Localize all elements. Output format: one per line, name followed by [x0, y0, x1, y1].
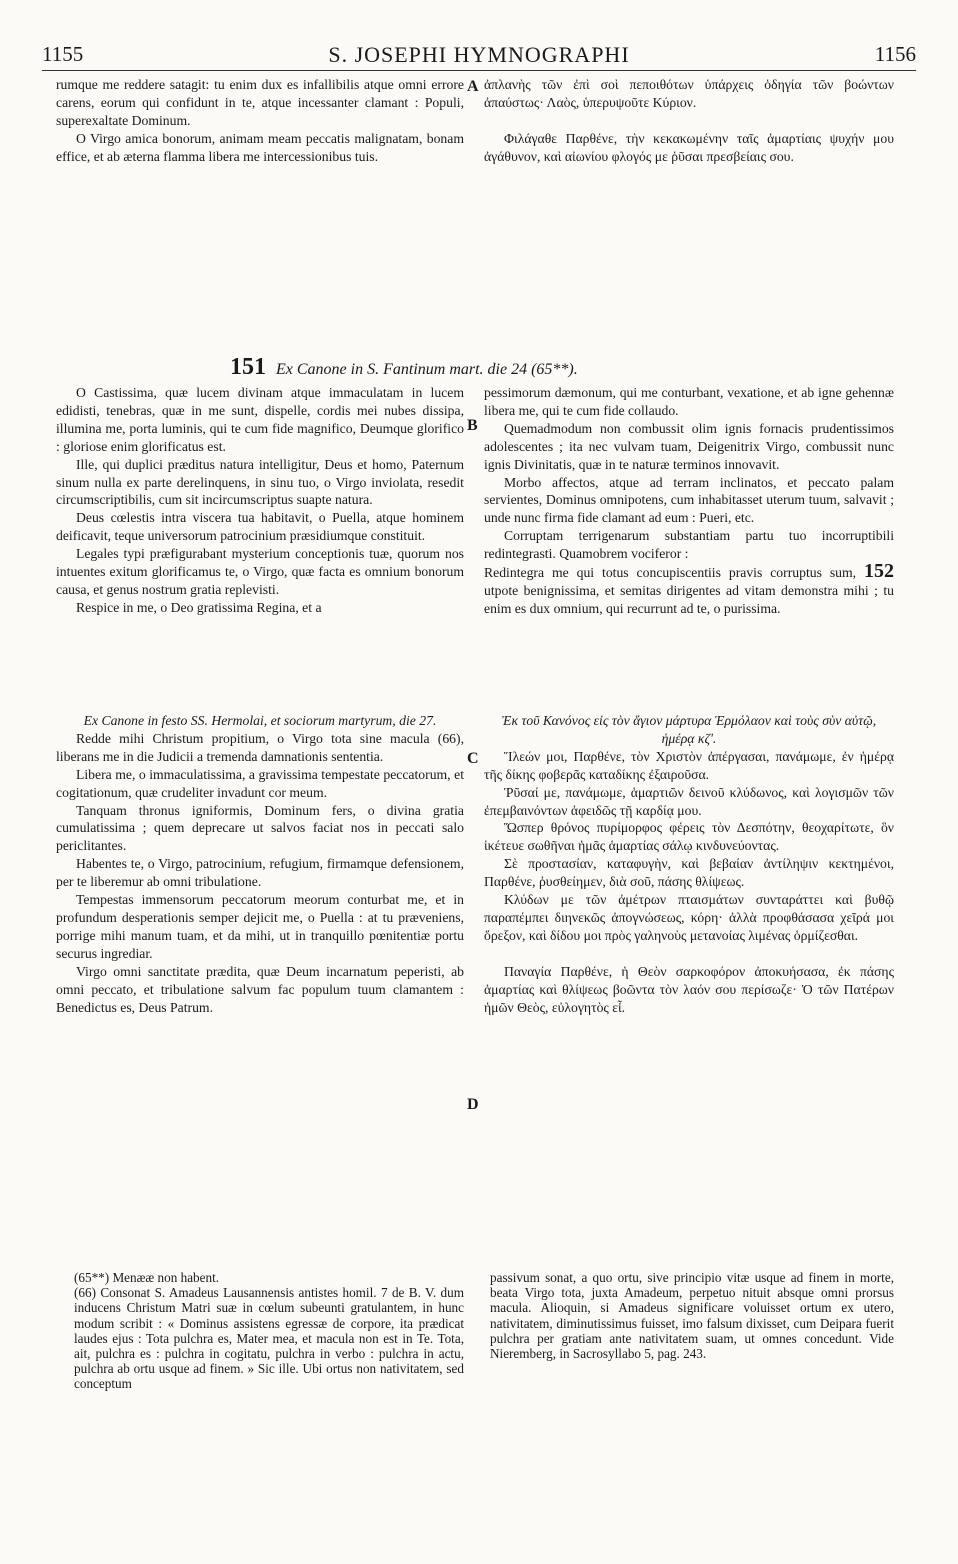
section-heading-151 — [230, 354, 578, 381]
paragraph: O Virgo amica bonorum, animam meam peccatis malignatam, bonam effice, et ab æterna flamma libera me intercessionibus tuis. — [56, 130, 464, 164]
paragraph: Tanquam thronus igniformis, Dominum fers, o divina gratia cumulatissima ; quem deprecare ut salvos faciat nos in peccati salo periclitantes. — [56, 802, 464, 854]
paragraph: Corruptam terrigenarum substantiam partu tuo incorruptibili redintegrasti. Quamobrem vociferor : — [484, 528, 894, 562]
paragraph: Quemadmodum non combussit olim ignis fornacis prudentissimos adolescentes ; ita nec vulvam tuam, Deigenitrix Virgo, combussit nunc ignis Divinitatis, quæ in te naturæ terminos innovavit. — [484, 420, 894, 472]
margin-letter-b: B — [467, 417, 478, 434]
hermolai-greek-column — [484, 712, 894, 1017]
paragraph: rumque me reddere satagit: tu enim dux es infallibilis atque omni errore carens, eorum qui confidunt in te, atque incessanter clamant : Populi, superexaltate Dominum. — [56, 77, 464, 128]
paragraph: Φιλάγαθε Παρθένε, τὴν κεκακωμένην ταῖς ἁμαρτίαις ψυχήν μου ἀγάθυνον, καὶ αἰωνίου φλογός με ῥῦσαι πρεσβείαις σου. — [484, 130, 894, 164]
section-title: Ex Canone in S. Fantinum mart. die 24 (65**). — [276, 361, 578, 378]
inline-text: utpote benignissima, et semitas dirigentes ad vitam demonstra mihi ; tu enim es dux omnium, qui recurrunt ad te, o purissima. — [484, 582, 894, 616]
paragraph: Κλύδων με τῶν ἀμέτρων πταισμάτων συνταράττει καὶ βυθῷ παραπέμπει διηνεκῶς ἀπογνώσεως, κόρη· ἀλλὰ προφθάσασα χεῖρά μοι ὄρεξον, καὶ δίδου μοι πρὸς γαληνοὺς μετανοίας λιμένας ὁρμίζεσθαι. — [484, 892, 894, 943]
paragraph: Virgo omni sanctitate prædita, quæ Deum incarnatum peperisti, ab omni peccato, et tribulatione salvum fac populum tuum clamantem : Benedictus es, Deus Patrum. — [56, 963, 464, 1015]
paragraph: Habentes te, o Virgo, patrocinium, refugium, firmamque defensionem, per te liberemur ab omni tribulatione. — [56, 856, 464, 890]
section-subtitle-latin: Ex Canone in festo SS. Hermolai, et sociorum martyrum, die 27. — [83, 713, 437, 728]
paragraph: Tempestas immensorum peccatorum meorum conturbat me, et in profundum desperationis semper dejicit me, o Puella : at tu præveniens, porrige mihi manum tuam, et da mihi, ut in tranquillo pœnitentiæ portu securus ingrediar. — [56, 892, 464, 961]
paragraph: Σὲ προστασίαν, καταφυγὴν, καὶ βεβαίαν ἀντίληψιν κεκτημένοι, Παρθένε, ῥυσθείημεν, διὰ σοῦ, πάσης θλίψεως. — [484, 856, 894, 890]
page-header — [42, 40, 916, 71]
top-latin-column — [56, 76, 464, 166]
margin-letter-d: D — [467, 1096, 479, 1113]
paragraph: Ὥσπερ θρόνος πυρίμορφος φέρεις τὸν Δεσπότην, θεοχαρίτωτε, ὃν ἱκέτευε σωθῆναι ἡμᾶς ἁμαρτίας σάλῳ κινδυνεύοντας. — [484, 820, 894, 854]
paragraph: Respice in me, o Deo gratissima Regina, et a — [76, 599, 322, 615]
footnotes-left — [74, 1270, 464, 1392]
paragraph: O Castissima, quæ lucem divinam atque immaculatam in lucem edidisti, tenebras, quæ in me sunt, dispelle, cordis mei nubes dissipa, illumina me, porta luminis, qui te cum fide magnifico, Deumque glorifico : gloriose enim glorificatus est. — [56, 385, 464, 454]
paragraph: Morbo affectos, atque ad terram inclinatos, et peccato palam servientes, Dominus omnipotens, cum inhabitasset uterum tuum, salvavit ; unde nunc firma fide clamant ad eum : Pueri, etc. — [484, 474, 894, 526]
paragraph: Παναγία Παρθένε, ἡ Θεὸν σαρκοφόρον ἀποκυήσασα, ἐκ πάσης ἁμαρτίας καὶ θλίψεως βοῶντα τὸν λαόν σου περίσωζε· Ὁ τῶν Πατέρων ἡμῶν Θεὸς, εὐλογητὸς εἶ. — [484, 963, 894, 1015]
paragraph: Ἵλεών μοι, Παρθένε, τὸν Χριστὸν ἀπέργασαι, πανάμωμε, ἐν ἡμέρᾳ τῆς δίκης φοβερᾶς καταδίκης ἐξαιροῦσα. — [484, 748, 894, 782]
paragraph: Ille, qui duplici præditus natura intelligitur, Deus et homo, Paternum sinum nulla ex parte derelinquens, in sinu tuo, o Virgo inviolata, resedit circumscriptibilis, cum sit incircumscriptus suapte natura. — [56, 456, 464, 508]
paragraph: Legales typi præfigurabant mysterium conceptionis tuæ, quorum nos intuentes exitum glorificamus te, o Virgo, quæ facta es omnium bonorum causa, et genus nostrum gratia replevisti. — [56, 546, 464, 597]
margin-letter-a: A — [467, 78, 479, 95]
running-title: S. JOSEPHI HYMNOGRAPHI — [328, 42, 630, 67]
column-number-right: 1156 — [874, 42, 916, 66]
margin-letter-c: C — [467, 750, 479, 767]
paragraph: ἀπλανὴς τῶν ἐπὶ σοὶ πεποιθότων ὑπάρχεις ὁδηγία τῶν βοώντων ἀπαύστως· Λαὸς, ὑπερυψοῦτε Κύριον. — [484, 77, 894, 110]
paragraph: Ῥῦσαί με, πανάμωμε, ἁμαρτιῶν δεινοῦ κλύδωνος, καὶ λογισμῶν τῶν ἐπεμβαινόντων ἀφειδῶς τῇ καρδίᾳ μου. — [484, 784, 894, 818]
footnote: (65**) Menææ non habent. — [74, 1270, 220, 1285]
paragraph: Deus cœlestis intra viscera tua habitavit, o Puella, atque hominem deificavit, teque universorum patrocinium præsidiumque constituit. — [56, 510, 464, 544]
column-number-left: 1155 — [42, 42, 84, 66]
paragraph: Redde mihi Christum propitium, o Virgo tota sine macula (66), liberans me in die Judicii a tremenda damnationis sententia. — [56, 730, 464, 764]
footnote: passivum sonat, a quo ortu, sive principio vitæ usque ad finem in morte, beata Virgo tota, juxta Amadeum, perpetuo nituit absque omni prorsus macula. Alioquin, si Amadeus significare voluisset ortum ex utero, nativitatem, diminutissimus fuisset, imo falsum dixisset, cum Deipara fuerit pulchra per gratiam ante nativitatem suam, ut omnes concedunt. Vide Nieremberg, in Sacrosyllabo 5, pag. 243. — [490, 1270, 894, 1362]
section-number: 151 — [230, 354, 266, 380]
footnote: (66) Consonat S. Amadeus Lausannensis antistes homil. 7 de B. V. dum inducens Christum Matri suæ in cœlum subeunti gratulantem, in hunc modum scribit : « Dominus assistens egressæ de corpore, ita prædicat laudes ejus : Tota pulchra es, Mater mea, et macula non est in Te. Tota, ait, pulchra es : pulchra in cogitatu, pulchra in verbo : pulchra in actu, pulchra ab ortu usque ad finem. » Sic ille. Ubi ortus non nativitatem, sed conceptum — [74, 1285, 464, 1392]
paragraph: pessimorum dæmonum, qui me conturbant, vexatione, et ab igne gehennæ libera me, qui te cum fide collaudo. — [484, 385, 894, 418]
section151-left-column — [56, 384, 464, 617]
top-greek-column — [484, 76, 894, 166]
section-number-152: 152 — [864, 560, 894, 583]
section-subtitle-greek: Ἐκ τοῦ Κανόνος εἰς τὸν ἅγιον μάρτυρα Ἑρμόλαον καὶ τοὺς σὺν αὐτῷ, ἡμέρᾳ κζʹ. — [501, 713, 877, 746]
inline-text: Redintegra me qui totus concupiscentiis pravis corruptus sum, — [484, 565, 857, 581]
section151-right-column — [484, 384, 894, 618]
footnotes-right — [490, 1270, 894, 1361]
hermolai-latin-column — [56, 712, 464, 1016]
paragraph: Libera me, o immaculatissima, a gravissima tempestate peccatorum, et cogitationum, quæ crudeliter invadunt cor meum. — [56, 766, 464, 800]
